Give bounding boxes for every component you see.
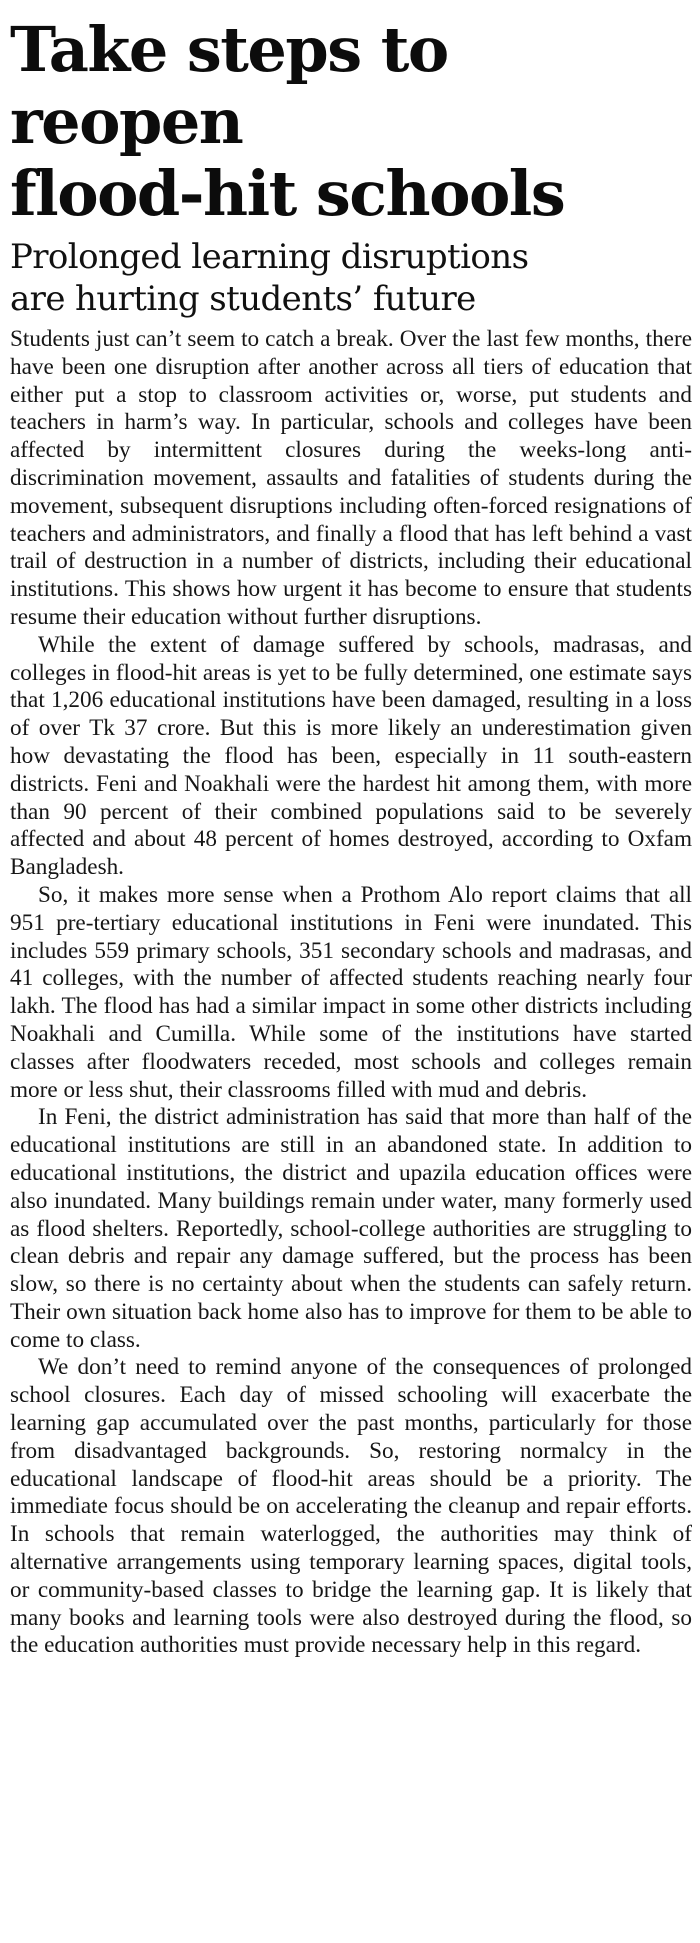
body-paragraph-5: We don’t need to remind anyone of the consequences of prolonged school closures. Each day of missed schooling will exacerbate the learning gap accumulated over the past months, particularly for those from disadvantaged backgrounds. So, restoring normalcy in the educational landscape of flood-hit areas should be a priority. The immediate focus should be on accelerating the cleanup and repair efforts. In schools that remain waterlogged, the authorities may think of alternative arrangements using temporary learning spaces, digital tools, or community-based classes to bridge the learning gap. It is likely that many books and learning tools were also destroyed during the flood, so the education authorities must provide necessary help in this regard.: [10, 1354, 692, 1659]
headline-line-1: Take steps to reopen: [10, 13, 448, 158]
body-paragraph-2: While the extent of damage suffered by schools, madrasas, and colleges in flood-hit areas is yet to be fully determined, one estimate says that 1,206 educational institutions have been damaged, resulting in a loss of over Tk 37 crore. But this is more likely an underestimation given how devastating the flood has been, especially in 11 south-eastern districts. Feni and Noakhali were the hardest hit among them, with more than 90 percent of their combined populations said to be severely affected and about 48 percent of homes destroyed, according to Oxfam Bangladesh.: [10, 631, 692, 881]
body-paragraph-4: In Feni, the district administration has said that more than half of the educational institutions are still in an abandoned state. In addition to educational institutions, the district and upazila education offices were also inundated. Many buildings remain under water, many formerly used as flood shelters. Reportedly, school-college authorities are struggling to clean debris and repair any damage suffered, but the process has been slow, so there is no certainty about when the students can safely return. Their own situation back home also has to improve for them to be able to come to class.: [10, 1104, 692, 1353]
body-paragraph-1: Students just can’t seem to catch a break. Over the last few months, there have been one disruption after another across all tiers of education that either put a stop to classroom activities or, worse, put students and teachers in harm’s way. In particular, schools and colleges have been affected by intermittent closures during the weeks-long anti-discrimination movement, assaults and fatalities of students during the movement, subsequent disruptions including often-forced resignations of teachers and administrators, and finally a flood that has left behind a vast trail of destruction in a number of districts, including their educational institutions. This shows how urgent it has become to ensure that students resume their education without further disruptions.: [10, 326, 692, 630]
body-paragraph-3: So, it makes more sense when a Prothom Alo report claims that all 951 pre-tertiary educational institutions in Feni were inundated. This includes 559 primary schools, 351 secondary schools and madrasas, and 41 colleges, with the number of affected students reaching nearly four lakh. The flood has had a similar impact in some other districts including Noakhali and Cumilla. While some of the institutions have started classes after floodwaters receded, most schools and colleges remain more or less shut, their classrooms filled with mud and debris.: [10, 881, 692, 1103]
subhead-line-1: Prolonged learning disruptions: [10, 237, 529, 277]
headline-line-2: flood-hit schools: [10, 157, 565, 230]
subheadline: [10, 236, 692, 320]
headline: [10, 14, 692, 230]
article-body: [10, 326, 692, 1660]
subhead-line-2: are hurting students’ future: [10, 279, 476, 319]
